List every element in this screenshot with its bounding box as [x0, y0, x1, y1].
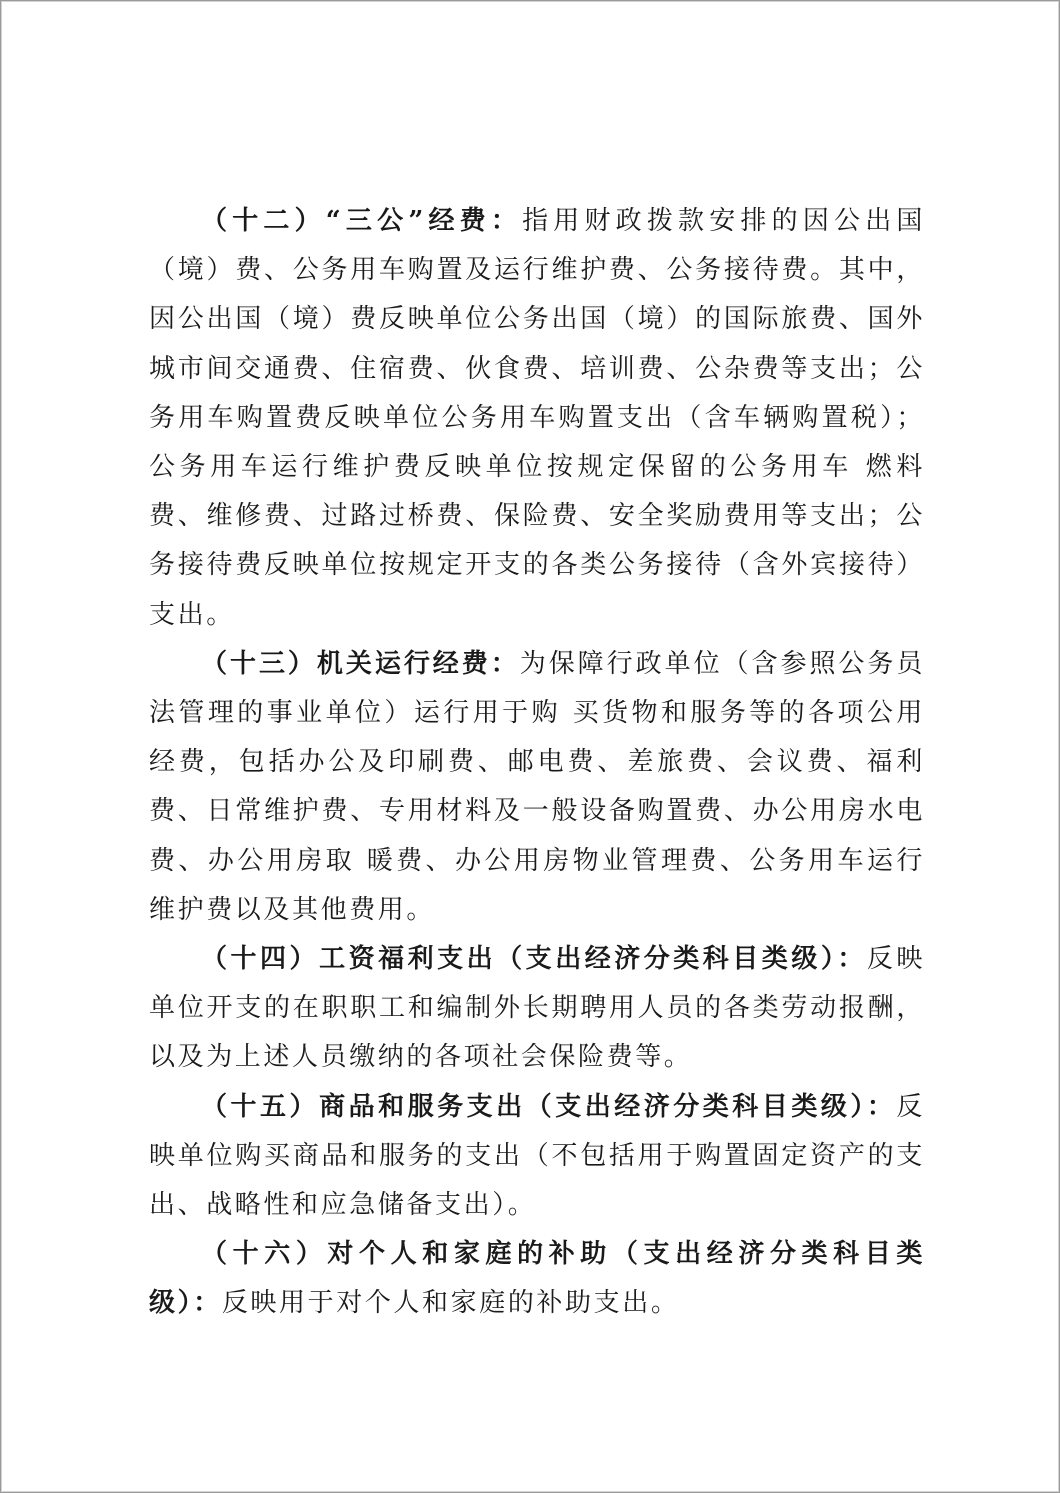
- paragraph-text: 反映单位购买商品和服务的支出（不包括用于购置固定资产的支出、战略性和应急储备支出）。: [149, 1091, 925, 1221]
- paragraph-text: 反映单位开支的在职职工和编制外长期聘用人员的各类劳动报酬，以及为上述人员缴纳的各项社会保险费等。: [149, 944, 925, 1073]
- paragraph-heading: （十五）商品和服务支出（支出经济分类科目类级）：: [201, 1091, 897, 1122]
- paragraph-heading: （十六）对个人和家庭的补助（支出经济分类科目类级）：: [149, 1239, 925, 1319]
- paragraph-heading: （十四）工资福利支出（支出经济分类科目类级）：: [201, 944, 867, 975]
- paragraph-twelve: [149, 197, 925, 640]
- paragraph-text: 反映用于对个人和家庭的补助支出。: [221, 1288, 680, 1319]
- paragraph-fifteen: [149, 1083, 925, 1231]
- paragraph-fourteen: [149, 935, 925, 1083]
- paragraph-sixteen: [149, 1230, 925, 1328]
- paragraph-text: 为保障行政单位（含参照公务员法管理的事业单位）运行用于购 买货物和服务等的各项公用经费，包括办公及印刷费、邮电费、差旅费、会议费、福利费、日常维护费、专用材料及一般设备购置费、办公用房水电费、办公用房取 暖费、办公用房物业管理费、公务用车运行维护费以及其他费用。: [149, 648, 925, 925]
- paragraph-heading: （十三）机关运行经费：: [201, 648, 520, 679]
- paragraph-heading: （十二）“三公”经费：: [201, 206, 523, 236]
- paragraph-thirteen: [149, 640, 925, 935]
- document-body: [149, 197, 925, 1329]
- paragraph-text: 指用财政拨款安排的因公出国（境）费、公务用车购置及运行维护费、公务接待费。其中，因公出国（境）费反映单位公务出国（境）的国际旅费、国外城市间交通费、住宿费、伙食费、培训费、公杂费等支出；公务用车购置费反映单位公务用车购置支出（含车辆购置税）；公务用车运行维护费反映单位按规定保留的公务用车 燃料费、维修费、过路过桥费、保险费、安全奖励费用等支出；公务接待费反映单位按规定开支的各类公务接待（含外宾接待）支出。: [149, 206, 925, 630]
